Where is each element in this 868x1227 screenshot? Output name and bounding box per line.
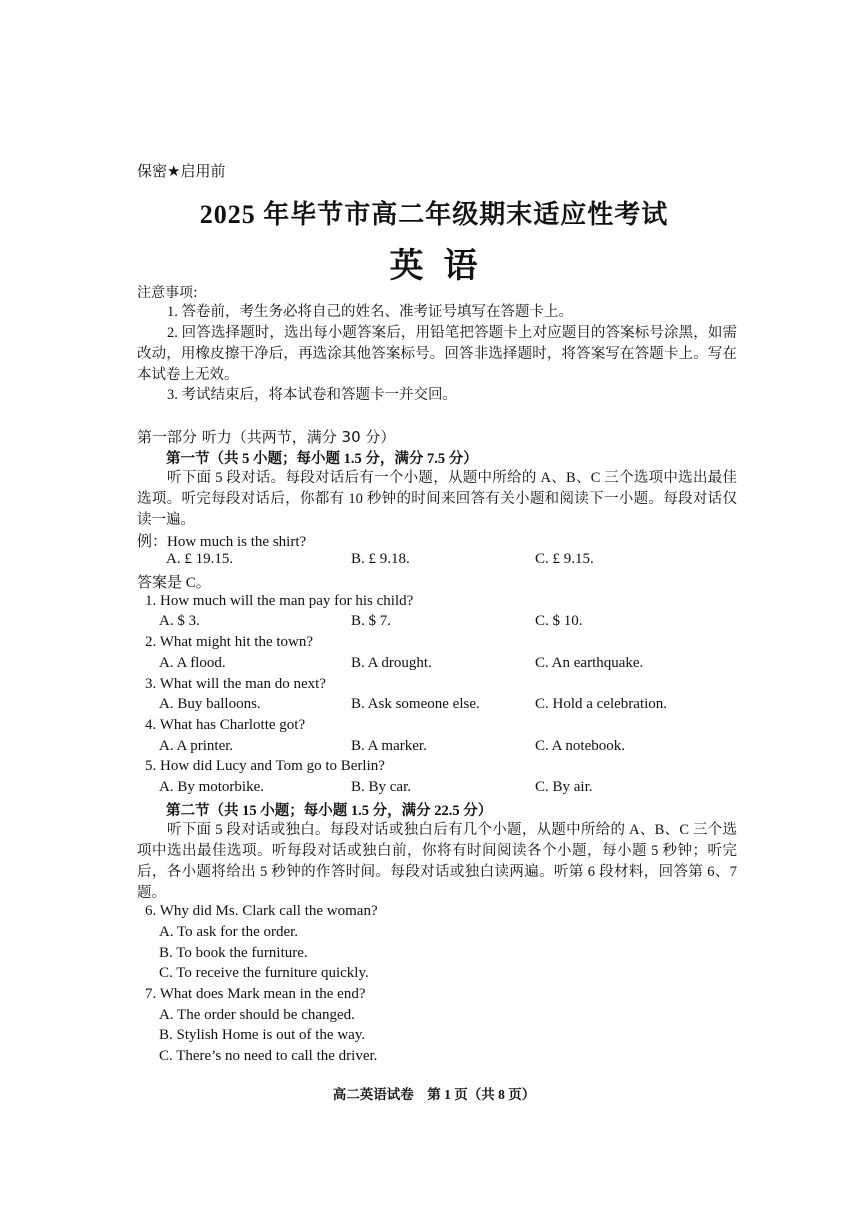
q1-option-c: C. $ 10.	[535, 613, 583, 629]
section1-heading: 第一节（共 5 小题；每小题 1.5 分，满分 7.5 分）	[166, 451, 478, 467]
question-6: 6. Why did Ms. Clark call the woman?	[145, 903, 378, 919]
example-answer: 答案是 C。	[137, 575, 211, 591]
q6-option-a: A. To ask for the order.	[159, 924, 299, 940]
q5-option-a: A. By motorbike.	[159, 779, 264, 795]
q7-option-a: A. The order should be changed.	[159, 1007, 355, 1023]
section2-instructions: 听下面 5 段对话或独白。每段对话或独白后有几个小题，从题中所给的 A、B、C 三个选项中选出最佳选项。听每段对话或独白前，你将有时间阅读各个小题，每小题 5 秒钟；听完后，各小题将给出 5 秒钟的作答时间。每段对话或独白读两遍。听第 6 段材料，回答第 6、7 题。	[137, 822, 737, 901]
q2-option-a: A. A flood.	[159, 655, 226, 671]
q3-option-a: A. Buy balloons.	[159, 696, 261, 712]
exam-title: 2025 年毕节市高二年级期末适应性考试	[199, 200, 669, 229]
page-footer: 高二英语试卷 第 1 页（共 8 页）	[332, 1087, 536, 1102]
q5-option-c: C. By air.	[535, 779, 593, 795]
notice-item-2: 2. 回答选择题时，选出每小题答案后，用铅笔把答题卡上对应题目的答案标号涂黑，如需改动，用橡皮擦干净后，再选涂其他答案标号。回答非选择题时，将答案写在答题卡上。写在本试卷上无效。	[137, 325, 737, 383]
question-2: 2. What might hit the town?	[145, 634, 314, 650]
q4-option-c: C. A notebook.	[535, 738, 626, 754]
example-question: 例：How much is the shirt?	[137, 534, 307, 550]
section1-instructions: 听下面 5 段对话。每段对话后有一个小题，从题中所给的 A、B、C 三个选项中选出最佳选项。听完每段对话后，你都有 10 秒钟的时间来回答有关小题和阅读下一小题。每段对话仅读一遍。	[137, 470, 737, 528]
part1-heading: 第一部分 听力（共两节，满分 30 分）	[137, 428, 396, 446]
notice-item-1: 1. 答卷前，考生务必将自己的姓名、准考证号填写在答题卡上。	[167, 304, 573, 320]
q4-option-a: A. A printer.	[159, 738, 234, 754]
notice-item-3: 3. 考试结束后，将本试卷和答题卡一并交回。	[167, 387, 457, 403]
q2-option-b: B. A drought.	[351, 655, 432, 671]
q6-option-b: B. To book the furniture.	[159, 945, 308, 961]
q3-option-b: B. Ask someone else.	[351, 696, 480, 712]
example-option-b: B. £ 9.18.	[351, 551, 410, 567]
q6-option-c: C. To receive the furniture quickly.	[159, 965, 369, 981]
question-4: 4. What has Charlotte got?	[145, 717, 306, 733]
example-option-a: A. £ 19.15.	[166, 551, 234, 567]
q5-option-b: B. By car.	[351, 779, 411, 795]
q7-option-b: B. Stylish Home is out of the way.	[159, 1027, 366, 1043]
q7-option-c: C. There’s no need to call the driver.	[159, 1048, 378, 1064]
question-7: 7. What does Mark mean in the end?	[145, 986, 366, 1002]
q1-option-a: A. $ 3.	[159, 613, 200, 629]
confidential-mark: 保密★启用前	[137, 162, 226, 180]
example-option-c: C. £ 9.15.	[535, 551, 594, 567]
notice-heading: 注意事项:	[137, 285, 198, 301]
question-5: 5. How did Lucy and Tom go to Berlin?	[145, 758, 385, 774]
subject-title: 英 语	[389, 248, 479, 285]
q2-option-c: C. An earthquake.	[535, 655, 644, 671]
section2-heading: 第二节（共 15 小题；每小题 1.5 分，满分 22.5 分）	[166, 803, 493, 819]
q3-option-c: C. Hold a celebration.	[535, 696, 668, 712]
q4-option-b: B. A marker.	[351, 738, 427, 754]
q1-option-b: B. $ 7.	[351, 613, 392, 629]
question-3: 3. What will the man do next?	[145, 676, 326, 692]
question-1: 1. How much will the man pay for his child?	[145, 593, 414, 609]
